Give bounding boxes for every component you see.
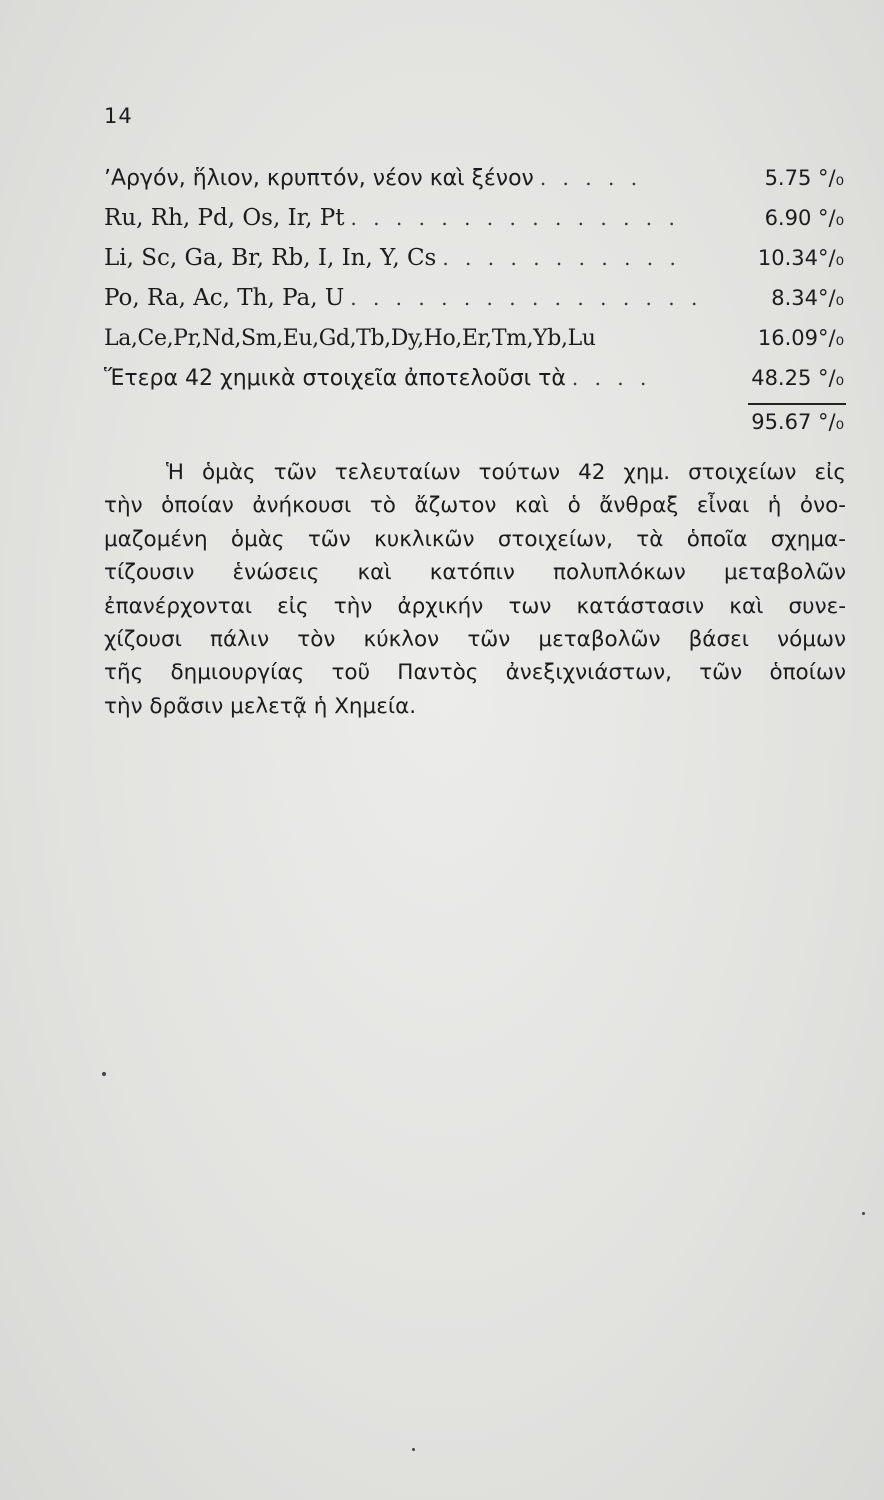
dot-leader: . . . . . . . . . . . . . . . [350, 206, 680, 230]
row-label: Li, Sc, Ga, Br, Rb, I, In, Y, Cs [104, 245, 437, 271]
row-value: 16.09°/₀ [757, 326, 844, 350]
element-percentage-table [104, 158, 844, 398]
paragraph-line: τῆς δημιουργίας τοῦ Παντὸς ἀνεξιχνιάστων, τῶν ὁποίων [104, 660, 846, 686]
table-row [104, 158, 844, 198]
paragraph-line: χίζουσι πάλιν τὸν κύκλον τῶν μεταβολῶν βάσει νόμων [104, 627, 846, 653]
body-paragraph [104, 456, 846, 723]
row-value: 10.34°/₀ [757, 246, 844, 270]
row-label: ʼΑργόν, ἥλιον, κρυπτόν, νέον καὶ ξένον [104, 165, 534, 191]
dot-leader: . . . . [571, 366, 652, 390]
paragraph-line: Ἡ ὁμὰς τῶν τελευταίων τούτων 42 χημ. στοιχείων εἰς [166, 460, 846, 485]
row-label: Ru, Rh, Pd, Os, Ir, Pt [104, 205, 345, 231]
page-number: 14 [104, 104, 133, 128]
row-value: 48.25 °/₀ [751, 366, 844, 390]
table-row [104, 198, 844, 238]
table-row [104, 278, 844, 318]
paragraph-line: τὴν ὁποίαν ἀνήκουσι τὸ ἄζωτον καὶ ὁ ἄνθραξ εἶναι ἡ ὀνο- [104, 493, 846, 519]
dot-leader: . . . . . . . . . . . [442, 246, 681, 270]
paragraph-line: ἐπανέρχονται εἰς τὴν ἀρχικήν των κατάστασιν καὶ συνε- [104, 593, 846, 619]
paper-speck [862, 1212, 865, 1215]
row-label: La,Ce,Pr,Nd,Sm,Eu,Gd,Tb,Dy,Ho,Er,Tm,Yb,Lu [104, 325, 596, 351]
table-row [104, 358, 844, 398]
row-value: 5.75 °/₀ [764, 166, 844, 190]
table-row [104, 238, 844, 278]
sum-rule [748, 403, 846, 405]
paper-speck [412, 1448, 415, 1451]
paragraph-line: τίζουσιν ἑνώσεις καὶ κατόπιν πολυπλόκων μεταβολῶν [104, 560, 846, 586]
row-value: 6.90 °/₀ [764, 206, 844, 230]
dot-leader: . . . . . [539, 166, 643, 190]
paragraph-line: τὴν δρᾶσιν μελετᾷ ἡ Χημεία. [104, 693, 417, 719]
row-label: Ἕτερα 42 χημικὰ στοιχεῖα ἀποτελοῦσι τὰ [104, 365, 566, 391]
dot-leader: . . . . . . . . . . . . . . . . [350, 286, 703, 310]
paragraph-line: μαζομένη ὁμὰς τῶν κυκλικῶν στοιχείων, τὰ ὁποῖα σχημα- [104, 526, 846, 552]
paper-speck [102, 1072, 106, 1076]
table-row [104, 318, 844, 358]
row-value: 8.34°/₀ [771, 286, 844, 310]
row-label: Po, Ra, Ac, Th, Pa, U [104, 285, 345, 311]
total-value: 95.67 °/₀ [751, 410, 844, 434]
